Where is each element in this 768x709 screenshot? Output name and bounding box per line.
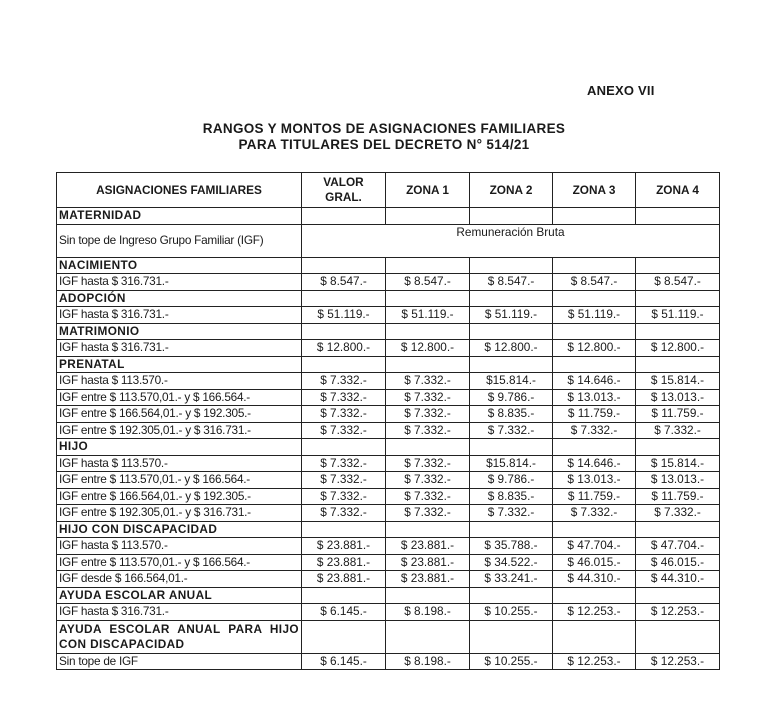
value-cell: $ 15.814.- — [636, 455, 720, 472]
value-cell: $ 7.332.- — [386, 389, 470, 406]
empty-cell — [386, 587, 470, 604]
value-cell: $ 12.800.- — [386, 340, 470, 357]
empty-cell — [636, 620, 720, 653]
value-cell: $ 51.119.- — [553, 307, 636, 324]
table-row — [57, 488, 720, 505]
empty-cell — [470, 290, 553, 307]
value-cell: $ 13.013.- — [636, 389, 720, 406]
value-cell: $ 8.547.- — [302, 274, 386, 291]
empty-cell — [553, 290, 636, 307]
empty-cell — [386, 323, 470, 340]
empty-cell — [636, 587, 720, 604]
empty-cell — [302, 521, 386, 538]
row-label: IGF hasta $ 316.731.- — [57, 604, 302, 621]
section-row — [57, 521, 720, 538]
empty-cell — [302, 620, 386, 653]
empty-cell — [386, 290, 470, 307]
empty-cell — [302, 356, 386, 373]
empty-cell — [470, 356, 553, 373]
value-cell: $ 12.800.- — [470, 340, 553, 357]
value-cell: $ 12.253.- — [636, 653, 720, 670]
value-cell: $ 13.013.- — [636, 472, 720, 489]
value-cell: $ 7.332.- — [302, 488, 386, 505]
header-zona-2: ZONA 2 — [470, 173, 553, 208]
value-cell: $ 51.119.- — [470, 307, 553, 324]
value-cell: $15.814.- — [470, 455, 553, 472]
value-cell: $ 8.835.- — [470, 488, 553, 505]
empty-cell — [553, 356, 636, 373]
value-cell: $ 8.547.- — [386, 274, 470, 291]
section-heading: HIJO CON DISCAPACIDAD — [57, 521, 302, 538]
empty-cell — [302, 257, 386, 274]
section-heading: HIJO — [57, 439, 302, 456]
section-row — [57, 257, 720, 274]
value-cell: $ 46.015.- — [636, 554, 720, 571]
row-label: IGF entre $ 166.564,01.- y $ 192.305.- — [57, 488, 302, 505]
value-cell: $ 7.332.- — [636, 505, 720, 522]
merged-value-cell: Remuneración Bruta — [302, 224, 720, 257]
empty-cell — [553, 521, 636, 538]
value-cell: $ 23.881.- — [302, 538, 386, 555]
empty-cell — [470, 521, 553, 538]
value-cell: $ 7.332.- — [302, 373, 386, 390]
annex-label: ANEXO VII — [587, 83, 655, 98]
section-row — [57, 620, 720, 653]
value-cell: $ 34.522.- — [470, 554, 553, 571]
table-row — [57, 571, 720, 588]
value-cell: $ 8.547.- — [470, 274, 553, 291]
value-cell: $ 12.253.- — [553, 653, 636, 670]
value-cell: $ 8.198.- — [386, 604, 470, 621]
section-heading: PRENATAL — [57, 356, 302, 373]
table-row — [57, 224, 720, 257]
row-label: IGF hasta $ 113.570.- — [57, 373, 302, 390]
row-label: IGF hasta $ 316.731.- — [57, 274, 302, 291]
value-cell: $15.814.- — [470, 373, 553, 390]
empty-cell — [386, 620, 470, 653]
value-cell: $ 7.332.- — [386, 455, 470, 472]
row-label: IGF entre $ 113.570,01.- y $ 166.564.- — [57, 389, 302, 406]
value-cell: $ 11.759.- — [636, 406, 720, 423]
empty-cell — [553, 587, 636, 604]
value-cell: $ 35.788.- — [470, 538, 553, 555]
value-cell: $ 9.786.- — [470, 389, 553, 406]
value-cell: $ 7.332.- — [386, 406, 470, 423]
table-row — [57, 653, 720, 670]
table-row — [57, 406, 720, 423]
value-cell: $ 11.759.- — [553, 488, 636, 505]
row-label: IGF entre $ 113.570,01.- y $ 166.564.- — [57, 472, 302, 489]
empty-cell — [636, 521, 720, 538]
section-heading: NACIMIENTO — [57, 257, 302, 274]
row-label: IGF hasta $ 113.570.- — [57, 455, 302, 472]
section-heading: MATRIMONIO — [57, 323, 302, 340]
value-cell: $ 23.881.- — [302, 571, 386, 588]
value-cell: $ 8.835.- — [470, 406, 553, 423]
section-heading: AYUDA ESCOLAR ANUAL PARA HIJO CON DISCAPACIDAD — [57, 620, 302, 653]
value-cell: $ 7.332.- — [470, 422, 553, 439]
value-cell: $ 7.332.- — [302, 406, 386, 423]
value-cell: $ 12.800.- — [302, 340, 386, 357]
empty-cell — [470, 620, 553, 653]
section-row — [57, 208, 720, 225]
value-cell: $ 47.704.- — [636, 538, 720, 555]
row-label: IGF entre $ 192.305,01.- y $ 316.731.- — [57, 505, 302, 522]
header-valor-gral: VALOR GRAL. — [302, 173, 386, 208]
table-row — [57, 604, 720, 621]
empty-cell — [302, 323, 386, 340]
row-label: Sin tope de IGF — [57, 653, 302, 670]
value-cell: $ 11.759.- — [636, 488, 720, 505]
value-cell: $ 8.547.- — [553, 274, 636, 291]
table-row — [57, 505, 720, 522]
table-row — [57, 554, 720, 571]
table-row — [57, 373, 720, 390]
table-row — [57, 307, 720, 324]
table-row — [57, 472, 720, 489]
value-cell: $ 6.145.- — [302, 653, 386, 670]
value-cell: $ 7.332.- — [470, 505, 553, 522]
section-heading: ADOPCIÓN — [57, 290, 302, 307]
table-header-row — [57, 173, 720, 208]
value-cell: $ 15.814.- — [636, 373, 720, 390]
value-cell: $ 12.800.- — [636, 340, 720, 357]
empty-cell — [636, 439, 720, 456]
value-cell: $ 46.015.- — [553, 554, 636, 571]
value-cell: $ 23.881.- — [302, 554, 386, 571]
value-cell: $ 7.332.- — [302, 389, 386, 406]
document-title-line1: RANGOS Y MONTOS DE ASIGNACIONES FAMILIARES — [202, 121, 566, 136]
empty-cell — [553, 208, 636, 225]
row-label: IGF hasta $ 316.731.- — [57, 307, 302, 324]
value-cell: $ 7.332.- — [302, 505, 386, 522]
allowances-table — [56, 172, 720, 670]
value-cell: $ 14.646.- — [553, 455, 636, 472]
value-cell: $ 14.646.- — [553, 373, 636, 390]
empty-cell — [386, 208, 470, 225]
value-cell: $ 7.332.- — [302, 422, 386, 439]
empty-cell — [386, 356, 470, 373]
empty-cell — [386, 257, 470, 274]
section-heading: AYUDA ESCOLAR ANUAL — [57, 587, 302, 604]
header-zona-1: ZONA 1 — [386, 173, 470, 208]
value-cell: $ 10.255.- — [470, 604, 553, 621]
row-label: IGF entre $ 166.564,01.- y $ 192.305.- — [57, 406, 302, 423]
value-cell: $ 7.332.- — [553, 422, 636, 439]
value-cell: $ 8.547.- — [636, 274, 720, 291]
empty-cell — [636, 356, 720, 373]
header-zona-4: ZONA 4 — [636, 173, 720, 208]
section-row — [57, 587, 720, 604]
header-asignaciones: ASIGNACIONES FAMILIARES — [57, 173, 302, 208]
row-label: IGF entre $ 192.305,01.- y $ 316.731.- — [57, 422, 302, 439]
row-label: IGF entre $ 113.570,01.- y $ 166.564.- — [57, 554, 302, 571]
value-cell: $ 44.310.- — [636, 571, 720, 588]
empty-cell — [386, 521, 470, 538]
table-row — [57, 389, 720, 406]
value-cell: $ 10.255.- — [470, 653, 553, 670]
row-label: Sin tope de Ingreso Grupo Familiar (IGF) — [57, 224, 302, 257]
value-cell: $ 7.332.- — [302, 455, 386, 472]
value-cell: $ 51.119.- — [636, 307, 720, 324]
value-cell: $ 47.704.- — [553, 538, 636, 555]
value-cell: $ 7.332.- — [636, 422, 720, 439]
empty-cell — [636, 323, 720, 340]
value-cell: $ 44.310.- — [553, 571, 636, 588]
value-cell: $ 7.332.- — [386, 422, 470, 439]
table-row — [57, 340, 720, 357]
empty-cell — [386, 439, 470, 456]
section-row — [57, 439, 720, 456]
value-cell: $ 12.253.- — [636, 604, 720, 621]
value-cell: $ 12.253.- — [553, 604, 636, 621]
value-cell: $ 51.119.- — [386, 307, 470, 324]
value-cell: $ 33.241.- — [470, 571, 553, 588]
empty-cell — [553, 439, 636, 456]
value-cell: $ 11.759.- — [553, 406, 636, 423]
value-cell: $ 6.145.- — [302, 604, 386, 621]
value-cell: $ 7.332.- — [386, 472, 470, 489]
value-cell: $ 13.013.- — [553, 389, 636, 406]
value-cell: $ 7.332.- — [302, 472, 386, 489]
value-cell: $ 23.881.- — [386, 571, 470, 588]
value-cell: $ 7.332.- — [386, 373, 470, 390]
table-row — [57, 274, 720, 291]
value-cell: $ 9.786.- — [470, 472, 553, 489]
table-row — [57, 455, 720, 472]
row-label: IGF hasta $ 113.570.- — [57, 538, 302, 555]
empty-cell — [470, 257, 553, 274]
value-cell: $ 12.800.- — [553, 340, 636, 357]
empty-cell — [302, 208, 386, 225]
value-cell: $ 7.332.- — [553, 505, 636, 522]
value-cell: $ 8.198.- — [386, 653, 470, 670]
empty-cell — [636, 257, 720, 274]
value-cell: $ 7.332.- — [386, 505, 470, 522]
empty-cell — [636, 290, 720, 307]
empty-cell — [302, 587, 386, 604]
value-cell: $ 23.881.- — [386, 554, 470, 571]
empty-cell — [636, 208, 720, 225]
empty-cell — [553, 323, 636, 340]
document-title-line2: PARA TITULARES DEL DECRETO N° 514/21 — [238, 137, 530, 152]
value-cell: $ 51.119.- — [302, 307, 386, 324]
empty-cell — [470, 323, 553, 340]
empty-cell — [470, 208, 553, 225]
section-row — [57, 356, 720, 373]
value-cell: $ 7.332.- — [386, 488, 470, 505]
table-row — [57, 422, 720, 439]
section-row — [57, 290, 720, 307]
empty-cell — [470, 587, 553, 604]
section-heading: MATERNIDAD — [57, 208, 302, 225]
empty-cell — [302, 439, 386, 456]
value-cell: $ 23.881.- — [386, 538, 470, 555]
empty-cell — [302, 290, 386, 307]
value-cell: $ 13.013.- — [553, 472, 636, 489]
empty-cell — [553, 257, 636, 274]
header-zona-3: ZONA 3 — [553, 173, 636, 208]
section-row — [57, 323, 720, 340]
empty-cell — [553, 620, 636, 653]
empty-cell — [470, 439, 553, 456]
table-row — [57, 538, 720, 555]
row-label: IGF hasta $ 316.731.- — [57, 340, 302, 357]
row-label: IGF desde $ 166.564,01.- — [57, 571, 302, 588]
